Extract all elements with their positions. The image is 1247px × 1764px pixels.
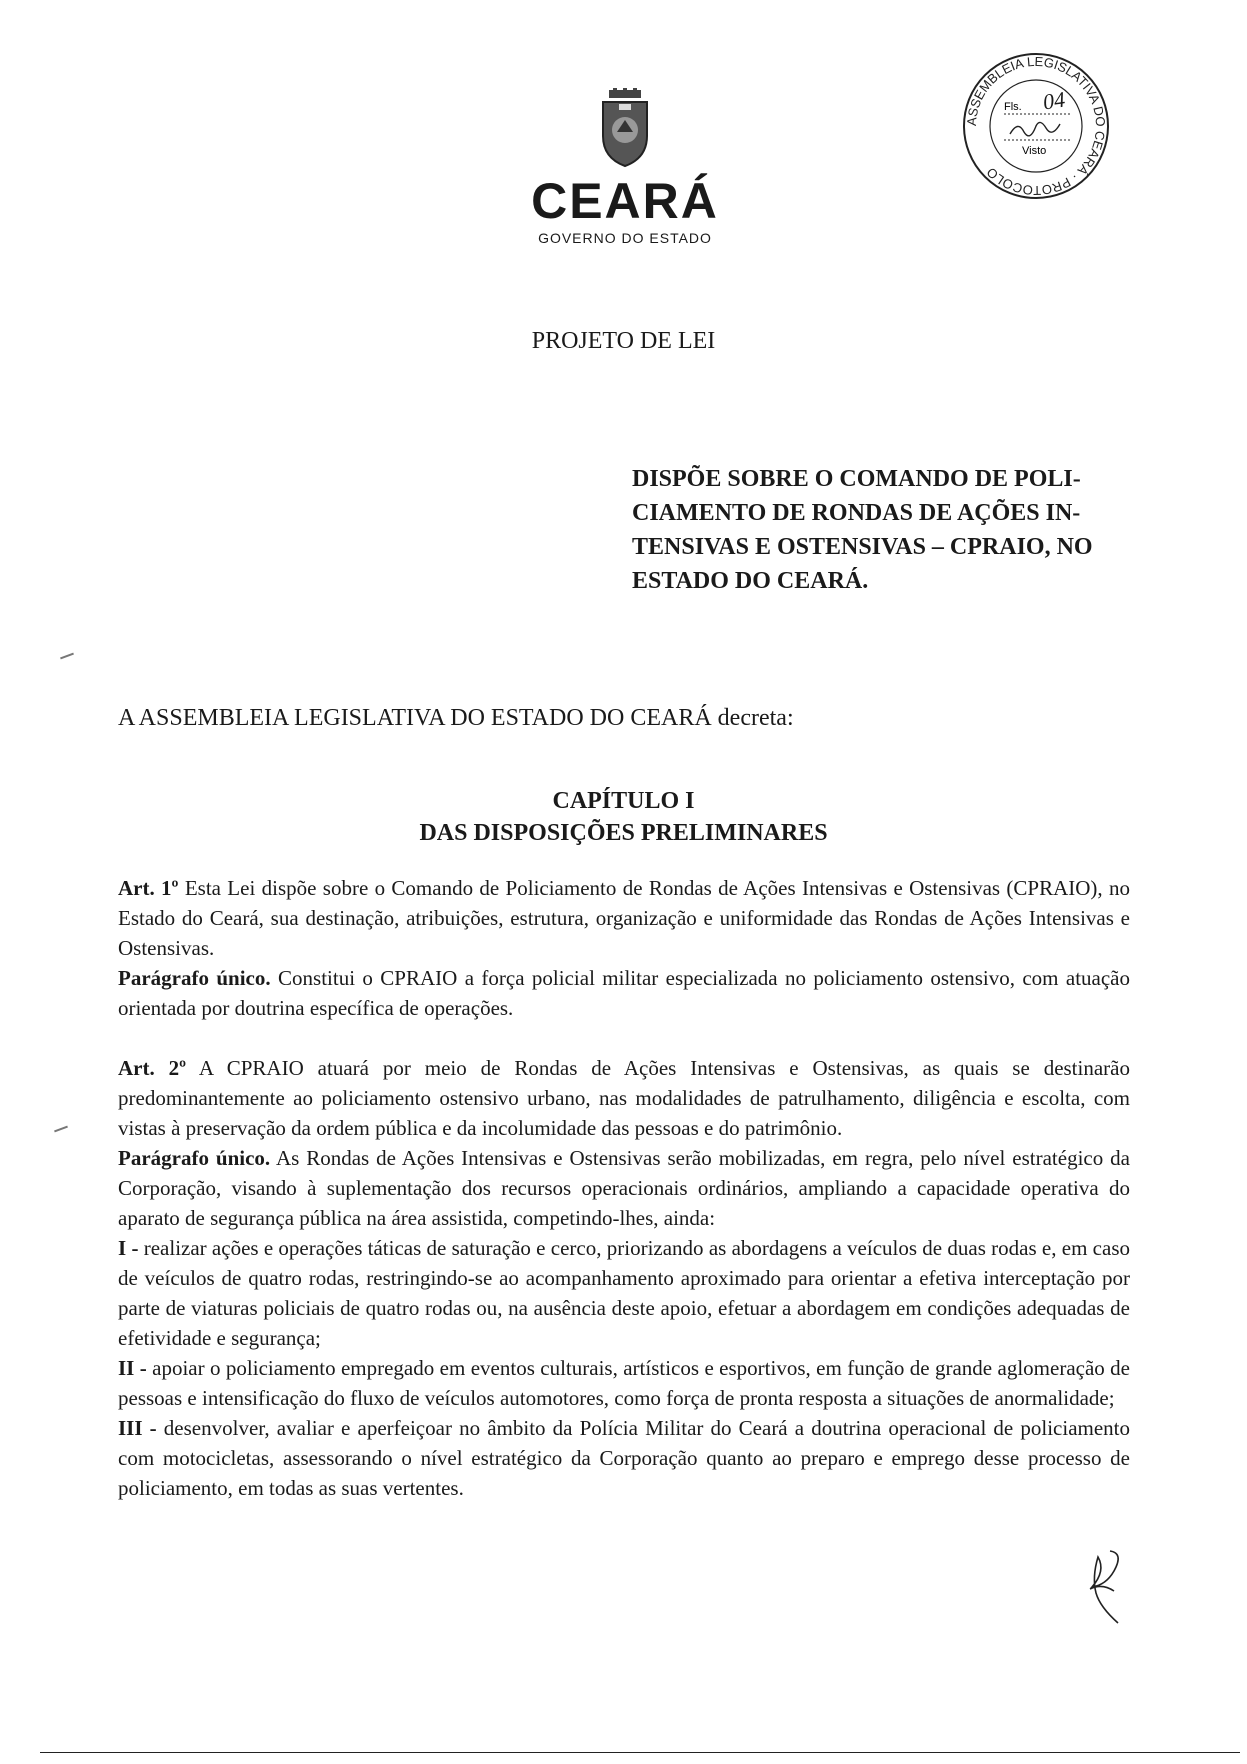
item-2 bbox=[118, 1353, 1130, 1413]
scan-mark bbox=[54, 1126, 68, 1133]
chapter-title: DAS DISPOSIÇÕES PRELIMINARES bbox=[419, 820, 828, 846]
article-1-paragraph-label: Parágrafo único. bbox=[118, 966, 271, 990]
chapter-number: CAPÍTULO I bbox=[552, 788, 695, 814]
article-2-text: A CPRAIO atuará por meio de Rondas de Ações Intensivas e Ostensivas, as quais se destinarão predominantemente ao policiamento ostensivo urbano, nas modalidades de patrulhamento, diligência e escolta, com vistas à preservação da ordem pública e da incolumidade das pessoas e do patrimônio. bbox=[118, 1056, 1130, 1140]
scan-mark bbox=[60, 653, 74, 660]
spacer bbox=[118, 1023, 1130, 1053]
item-2-text: apoiar o policiamento empregado em eventos culturais, artísticos e esportivos, em função de grande aglomeração de pessoas e intensificação do fluxo de veículos automotores, como força de pronta resposta a situações de anormalidade; bbox=[118, 1356, 1131, 1410]
ementa: DISPÕE SOBRE O COMANDO DE POLI-CIAMENTO DE RONDAS DE AÇÕES IN-TENSIVAS E OSTENSIVAS – CPRAIO, NO ESTADO DO CEARÁ. bbox=[632, 466, 1093, 594]
handwritten-initials bbox=[1070, 1545, 1140, 1625]
article-2-paragraph-text: As Rondas de Ações Intensivas e Ostensivas serão mobilizadas, em regra, pelo nível estratégico da Corporação, visando à suplementação dos recursos operacionais ordinários, ampliando a capacidade operativa do aparato de segurança pública na área assistida, competindo-lhes, ainda: bbox=[118, 1146, 1130, 1230]
coat-of-arms-icon bbox=[595, 88, 655, 168]
state-logo bbox=[520, 88, 730, 246]
item-1-text: realizar ações e operações táticas de saturação e cerco, priorizando as abordagens a veículos de duas rodas e, em caso de veículos de quatro rodas, restringindo-se ao acompanhamento aproximado para orientar a efetiva interceptação por parte de viaturas policiais de quatro rodas ou, na ausência deste apoio, efetuar a abordagem em condições adequadas de efetividade e segurança; bbox=[118, 1236, 1130, 1350]
item-1 bbox=[118, 1233, 1130, 1353]
article-2 bbox=[118, 1053, 1130, 1143]
item-3-label: III - bbox=[118, 1416, 157, 1440]
item-3 bbox=[118, 1413, 1130, 1503]
article-1-text: Esta Lei dispõe sobre o Comando de Policiamento de Rondas de Ações Intensivas e Ostensivas (CPRAIO), no Estado do Ceará, sua destinação, atribuições, estrutura, organização e uniformidade das Rondas de Ações Intensivas e Ostensivas. bbox=[118, 876, 1130, 960]
article-1 bbox=[118, 873, 1130, 963]
stamp-folio-value: 04 bbox=[1041, 86, 1067, 115]
article-2-paragraph-label: Parágrafo único. bbox=[118, 1146, 271, 1170]
article-1-paragraph bbox=[118, 963, 1130, 1023]
item-2-label: II - bbox=[118, 1356, 147, 1380]
article-2-label: Art. 2º bbox=[118, 1056, 187, 1080]
protocol-stamp bbox=[960, 50, 1112, 202]
body-text bbox=[118, 873, 1130, 1503]
enacting-clause: A ASSEMBLEIA LEGISLATIVA DO ESTADO DO CEARÁ decreta: bbox=[118, 705, 794, 731]
stamp-visto-label: Visto bbox=[1022, 145, 1047, 157]
article-1-label: Art. 1º bbox=[118, 876, 179, 900]
footer-rule bbox=[40, 1752, 1240, 1753]
article-1-paragraph-text: Constitui o CPRAIO a força policial militar especializada no policiamento ostensivo, com atuação orientada por doutrina específica de operações. bbox=[118, 966, 1130, 1020]
government-line: GOVERNO DO ESTADO bbox=[538, 230, 712, 246]
document-title: PROJETO DE LEI bbox=[531, 328, 716, 354]
state-name: CEARÁ bbox=[531, 173, 719, 229]
article-2-paragraph bbox=[118, 1143, 1130, 1233]
item-1-label: I - bbox=[118, 1236, 139, 1260]
stamp-ring-text: ASSEMBLEIA LEGISLATIVA DO CEARÁ · PROTOCOLO bbox=[963, 53, 1109, 199]
item-3-text: desenvolver, avaliar e aperfeiçoar no âmbito da Polícia Militar do Ceará a doutrina operacional de policiamento com motocicletas, assessorando o nível estratégico da Corporação quanto ao preparo e emprego desse processo de policiamento, em todas as suas vertentes. bbox=[118, 1416, 1131, 1500]
stamp-folio-label: Fls. bbox=[1004, 101, 1022, 113]
stamp-signature-scribble bbox=[1010, 122, 1060, 135]
